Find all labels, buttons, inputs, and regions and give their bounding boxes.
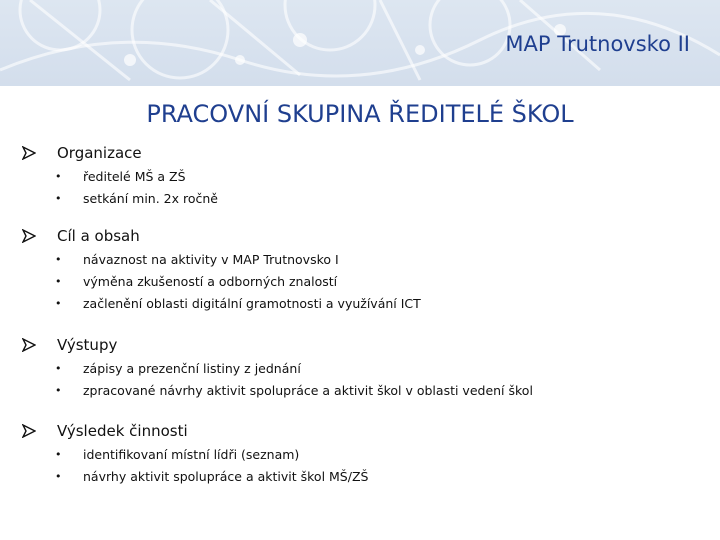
arrow-bullet-icon xyxy=(22,424,36,438)
list-item: • zpracované návrhy aktivit spolupráce a aktivit škol v oblasti vedení škol xyxy=(22,380,712,402)
section-heading xyxy=(22,336,712,358)
dot-bullet-icon: • xyxy=(55,297,62,310)
dot-bullet-icon: • xyxy=(55,362,62,375)
section-vystupy xyxy=(22,336,712,402)
header-banner xyxy=(0,0,720,86)
dot-bullet-icon: • xyxy=(55,275,62,288)
arrow-bullet-icon xyxy=(22,146,36,160)
arrow-bullet-icon xyxy=(22,229,36,243)
section-organizace xyxy=(22,144,712,210)
list-item: • začlenění oblasti digitální gramotnosti a využívání ICT xyxy=(22,293,712,315)
banner-title: MAP Trutnovsko II xyxy=(505,32,690,56)
dot-bullet-icon: • xyxy=(55,192,62,205)
section-vysledek-cinnosti xyxy=(22,422,712,488)
list-item: • návaznost na aktivity v MAP Trutnovsko I xyxy=(22,249,712,271)
section-label: Výsledek činnosti xyxy=(57,422,188,440)
slide-title: PRACOVNÍ SKUPINA ŘEDITELÉ ŠKOL xyxy=(146,100,574,128)
section-label: Organizace xyxy=(57,144,142,162)
bullet-list xyxy=(22,249,712,315)
section-heading xyxy=(22,422,712,444)
list-item: • ředitelé MŠ a ZŠ xyxy=(22,166,712,188)
arrow-bullet-icon xyxy=(22,338,36,352)
list-item: • setkání min. 2x ročně xyxy=(22,188,712,210)
section-heading xyxy=(22,144,712,166)
list-item: • zápisy a prezenční listiny z jednání xyxy=(22,358,712,380)
list-item: • výměna zkušeností a odborných znalostí xyxy=(22,271,712,293)
list-item: • návrhy aktivit spolupráce a aktivit škol MŠ/ZŠ xyxy=(22,466,712,488)
dot-bullet-icon: • xyxy=(55,448,62,461)
section-heading xyxy=(22,227,712,249)
bullet-list xyxy=(22,358,712,402)
bullet-list xyxy=(22,444,712,488)
dot-bullet-icon: • xyxy=(55,253,62,266)
section-label: Výstupy xyxy=(57,336,118,354)
dot-bullet-icon: • xyxy=(55,170,62,183)
list-item: • identifikovaní místní lídři (seznam) xyxy=(22,444,712,466)
dot-bullet-icon: • xyxy=(55,470,62,483)
section-cil-a-obsah xyxy=(22,227,712,315)
bullet-list xyxy=(22,166,712,210)
section-label: Cíl a obsah xyxy=(57,227,140,245)
dot-bullet-icon: • xyxy=(55,384,62,397)
